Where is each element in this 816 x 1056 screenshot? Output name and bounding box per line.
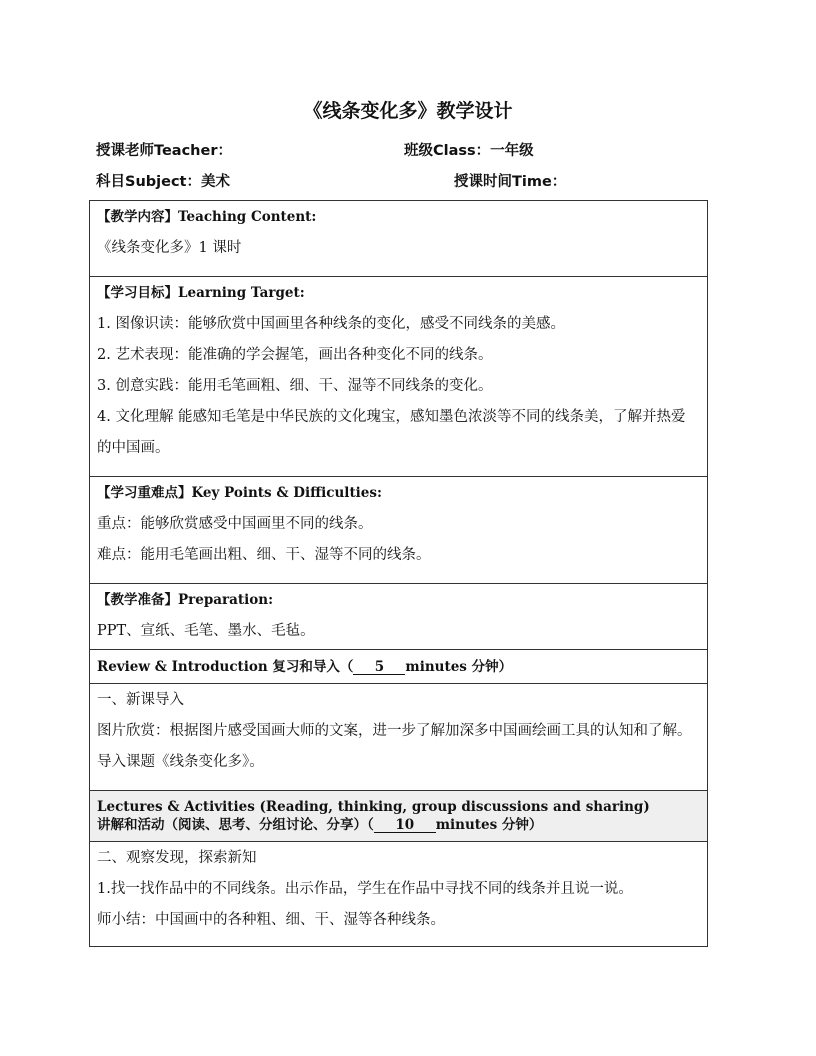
key-points-heading: 【学习重难点】Key Points & Difficulties: [97, 485, 382, 501]
lectures-minutes: 10 [374, 818, 436, 833]
learning-target-heading: 【学习目标】Learning Target: [97, 285, 305, 301]
target-line-3: 3. 创意实践：能用毛笔画粗、细、干、湿等不同线条的变化。 [97, 378, 493, 394]
observe-heading: 二、观察发现，探索新知 [97, 850, 257, 866]
intro-row [90, 684, 708, 791]
lectures-heading-cn: 讲解和活动（阅读、思考、分组讨论、分享）（ 10 minutes 分钟） [97, 817, 543, 833]
lesson-plan-table [89, 200, 708, 947]
difficulty-line: 难点：能用毛笔画出粗、细、干、湿等不同的线条。 [97, 547, 431, 563]
key-point-line: 重点：能够欣赏感受中国画里不同的线条。 [97, 516, 373, 532]
intro-heading: 一、新课导入 [97, 692, 184, 708]
intro-text: 图片欣赏：根据图片感受国画大师的文案，进一步了解加深多中国画绘画工具的认知和了解。导入课题《线条变化多》。 [97, 723, 692, 770]
teaching-content-line: 《线条变化多》1 课时 [97, 240, 242, 256]
subject-label: 科目Subject：美术 [96, 174, 230, 190]
document-title: 《线条变化多》教学设计 [303, 100, 513, 122]
class-label: 班级Class：一年级 [404, 143, 534, 159]
observe-line-2: 师小结：中国画中的各种粗、细、干、湿等各种线条。 [97, 912, 445, 928]
learning-target-row [90, 277, 708, 477]
lectures-row [90, 791, 708, 842]
observe-line-1: 1.找一找作品中的不同线条。出示作品，学生在作品中寻找不同的线条并且说一说。 [97, 881, 633, 897]
preparation-heading: 【教学准备】Preparation: [97, 592, 274, 608]
review-heading: Review & Introduction 复习和导入（ 5 minutes 分钟） [97, 658, 513, 675]
preparation-row [90, 584, 708, 650]
teaching-content-heading: 【教学内容】Teaching Content: [97, 209, 317, 225]
teaching-content-row [90, 201, 708, 277]
target-line-2: 2. 艺术表现：能准确的学会握笔，画出各种变化不同的线条。 [97, 347, 493, 363]
preparation-line: PPT、宣纸、毛笔、墨水、毛毡。 [97, 623, 315, 639]
target-line-1: 1. 图像识读：能够欣赏中国画里各种线条的变化，感受不同线条的美感。 [97, 316, 565, 332]
review-minutes: 5 [353, 660, 405, 675]
observe-row [90, 842, 708, 947]
lectures-heading-en: Lectures & Activities (Reading, thinking, group discussions and sharing) [97, 799, 650, 815]
review-row [90, 650, 708, 684]
target-line-4: 4. 文化理解 能感知毛笔是中华民族的文化瑰宝，感知墨色浓淡等不同的线条美，了解并热爱的中国画。 [97, 409, 686, 456]
key-points-row [90, 477, 708, 584]
teacher-label: 授课老师Teacher： [96, 143, 232, 159]
time-label: 授课时间Time： [454, 174, 567, 190]
